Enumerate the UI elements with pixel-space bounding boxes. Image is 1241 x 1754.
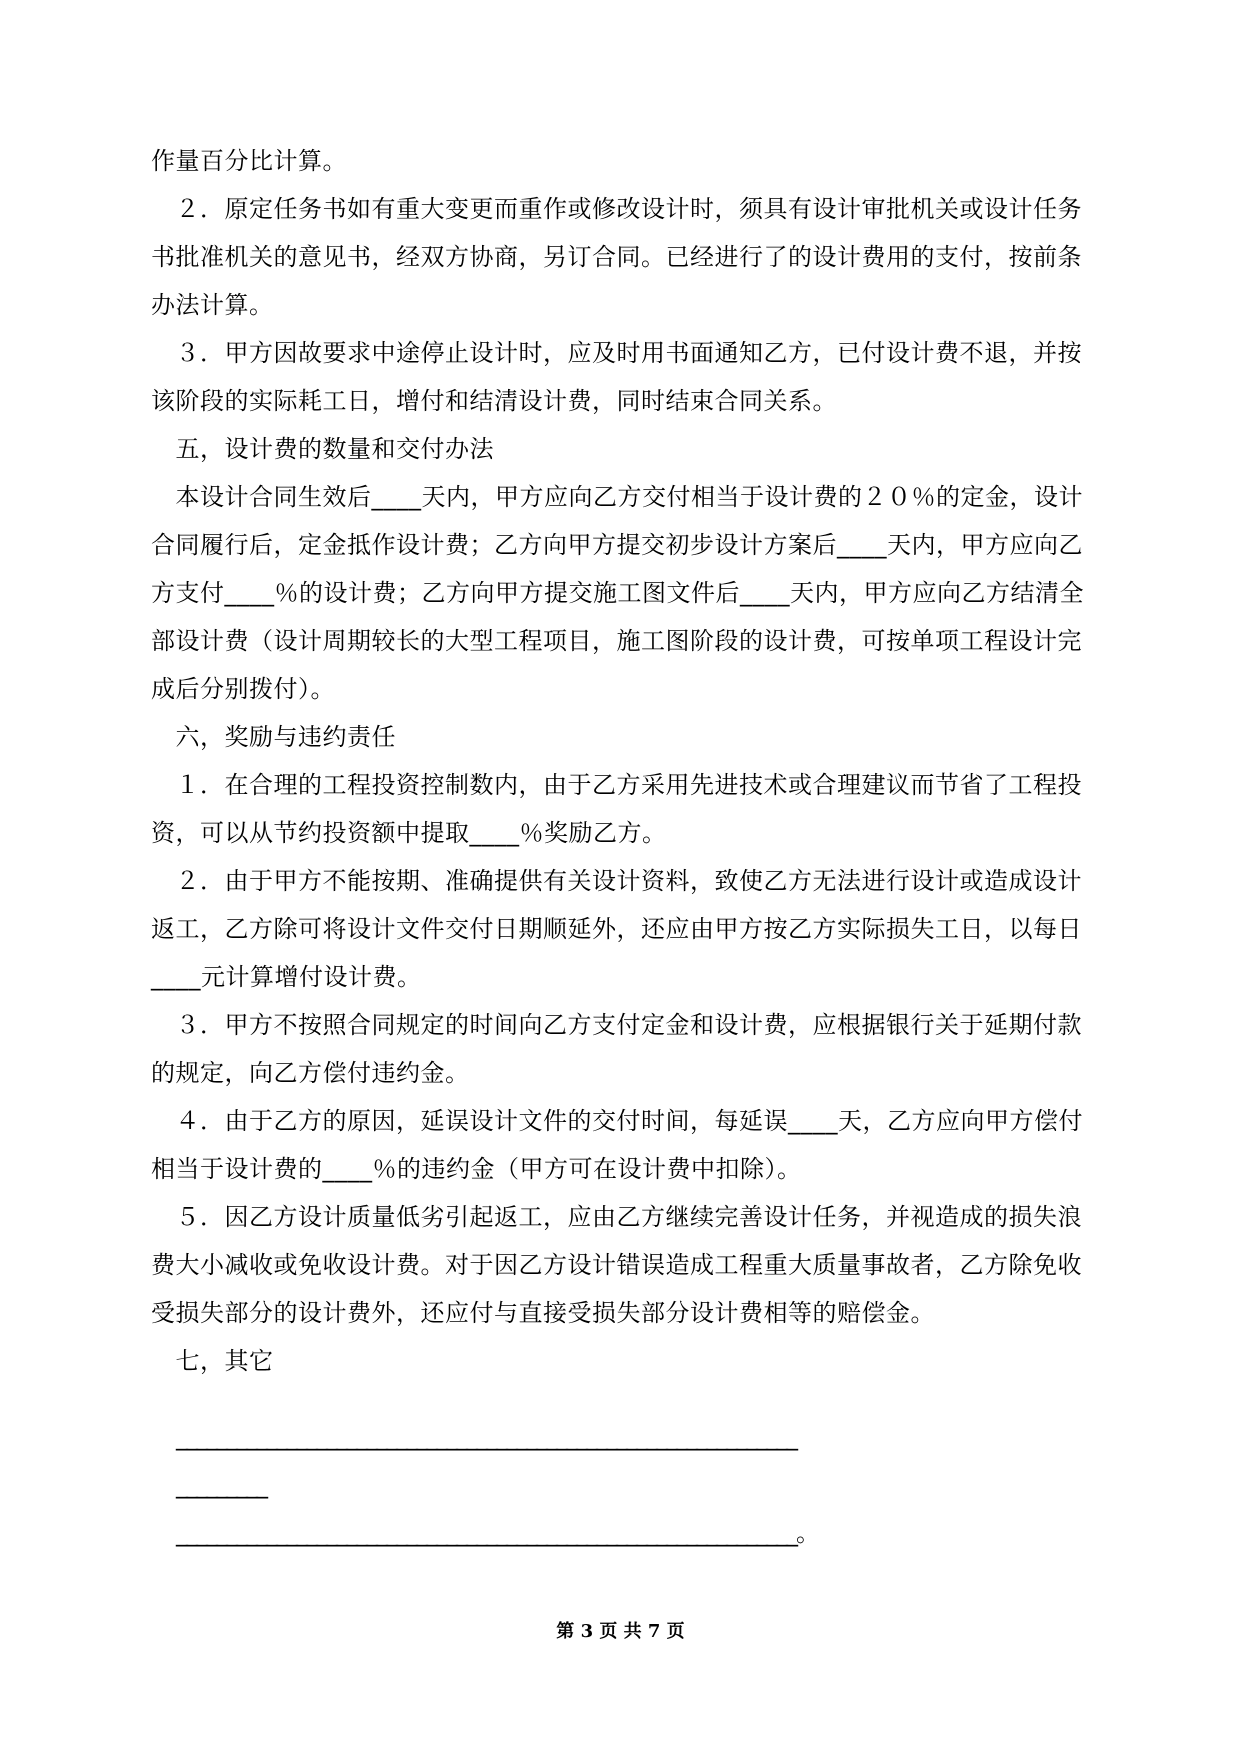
text-line: 返工，乙方除可将设计文件交付日期顺延外，还应由甲方按乙方实际损失工日，以每日 bbox=[151, 915, 1082, 943]
text-line: ３．甲方不按照合同规定的时间向乙方支付定金和设计费，应根据银行关于延期付款 bbox=[151, 1011, 1082, 1039]
text-line: 费大小减收或免收设计费。对于因乙方设计错误造成工程重大质量事故者，乙方除免收 bbox=[151, 1251, 1082, 1279]
text-line: 办法计算。 bbox=[151, 291, 274, 319]
text-line: 合同履行后，定金抵作设计费；乙方向甲方提交初步设计方案后____天内，甲方应向乙 bbox=[151, 531, 1083, 559]
text-line: ４．由于乙方的原因，延误设计文件的交付时间，每延误____天，乙方应向甲方偿付 bbox=[151, 1107, 1083, 1135]
text-line: 成后分别拨付）。 bbox=[151, 675, 335, 703]
text-line: １．在合理的工程投资控制数内，由于乙方采用先进技术或合理建议而节省了工程投 bbox=[151, 771, 1082, 799]
text-line: 的规定，向乙方偿付违约金。 bbox=[151, 1059, 470, 1087]
text-line: ２．由于甲方不能按期、准确提供有关设计资料，致使乙方无法进行设计或造成设计 bbox=[151, 867, 1082, 895]
text-line: 部设计费（设计周期较长的大型工程项目，施工图阶段的设计费，可按单项工程设计完 bbox=[151, 627, 1082, 655]
page-number-footer: 第 3 页 共 7 页 bbox=[556, 1621, 685, 1642]
text-line: 书批准机关的意见书，经双方协商，另订合同。已经进行了的设计费用的支付，按前条 bbox=[151, 243, 1082, 271]
text-line: ５．因乙方设计质量低劣引起返工，应由乙方继续完善设计任务，并视造成的损失浪 bbox=[151, 1203, 1082, 1231]
text-line: ３．甲方因故要求中途停止设计时，应及时用书面通知乙方，已付设计费不退，并按 bbox=[151, 339, 1082, 367]
text-line: 相当于设计费的____％的违约金（甲方可在设计费中扣除）。 bbox=[151, 1155, 802, 1183]
text-line: ２．原定任务书如有重大变更而重作或修改设计时，须具有设计审批机关或设计任务 bbox=[151, 195, 1082, 223]
text-line: 本设计合同生效后____天内，甲方应向乙方交付相当于设计费的２０％的定金，设计 bbox=[151, 483, 1083, 511]
section-heading: 五，设计费的数量和交付办法 bbox=[151, 435, 494, 463]
text-line: 资，可以从节约投资额中提取____％奖励乙方。 bbox=[151, 819, 667, 847]
text-line: 该阶段的实际耗工日，增付和结清设计费，同时结束合同关系。 bbox=[151, 387, 837, 415]
text-line: 作量百分比计算。 bbox=[151, 147, 347, 175]
blank-fill-line: _________ bbox=[176, 1471, 266, 1499]
section-heading: 七，其它 bbox=[151, 1347, 274, 1375]
blank-fill-line: ______________________________________________________________ bbox=[176, 1423, 796, 1451]
section-heading: 六，奖励与违约责任 bbox=[151, 723, 396, 751]
text-line: 方支付____％的设计费；乙方向甲方提交施工图文件后____天内，甲方应向乙方结清全 bbox=[151, 579, 1084, 607]
text-line: 受损失部分的设计费外，还应付与直接受损失部分设计费相等的赔偿金。 bbox=[151, 1299, 935, 1327]
text-line: ____元计算增付设计费。 bbox=[151, 963, 422, 991]
blank-fill-line: ______________________________________________________________。 bbox=[176, 1519, 818, 1547]
